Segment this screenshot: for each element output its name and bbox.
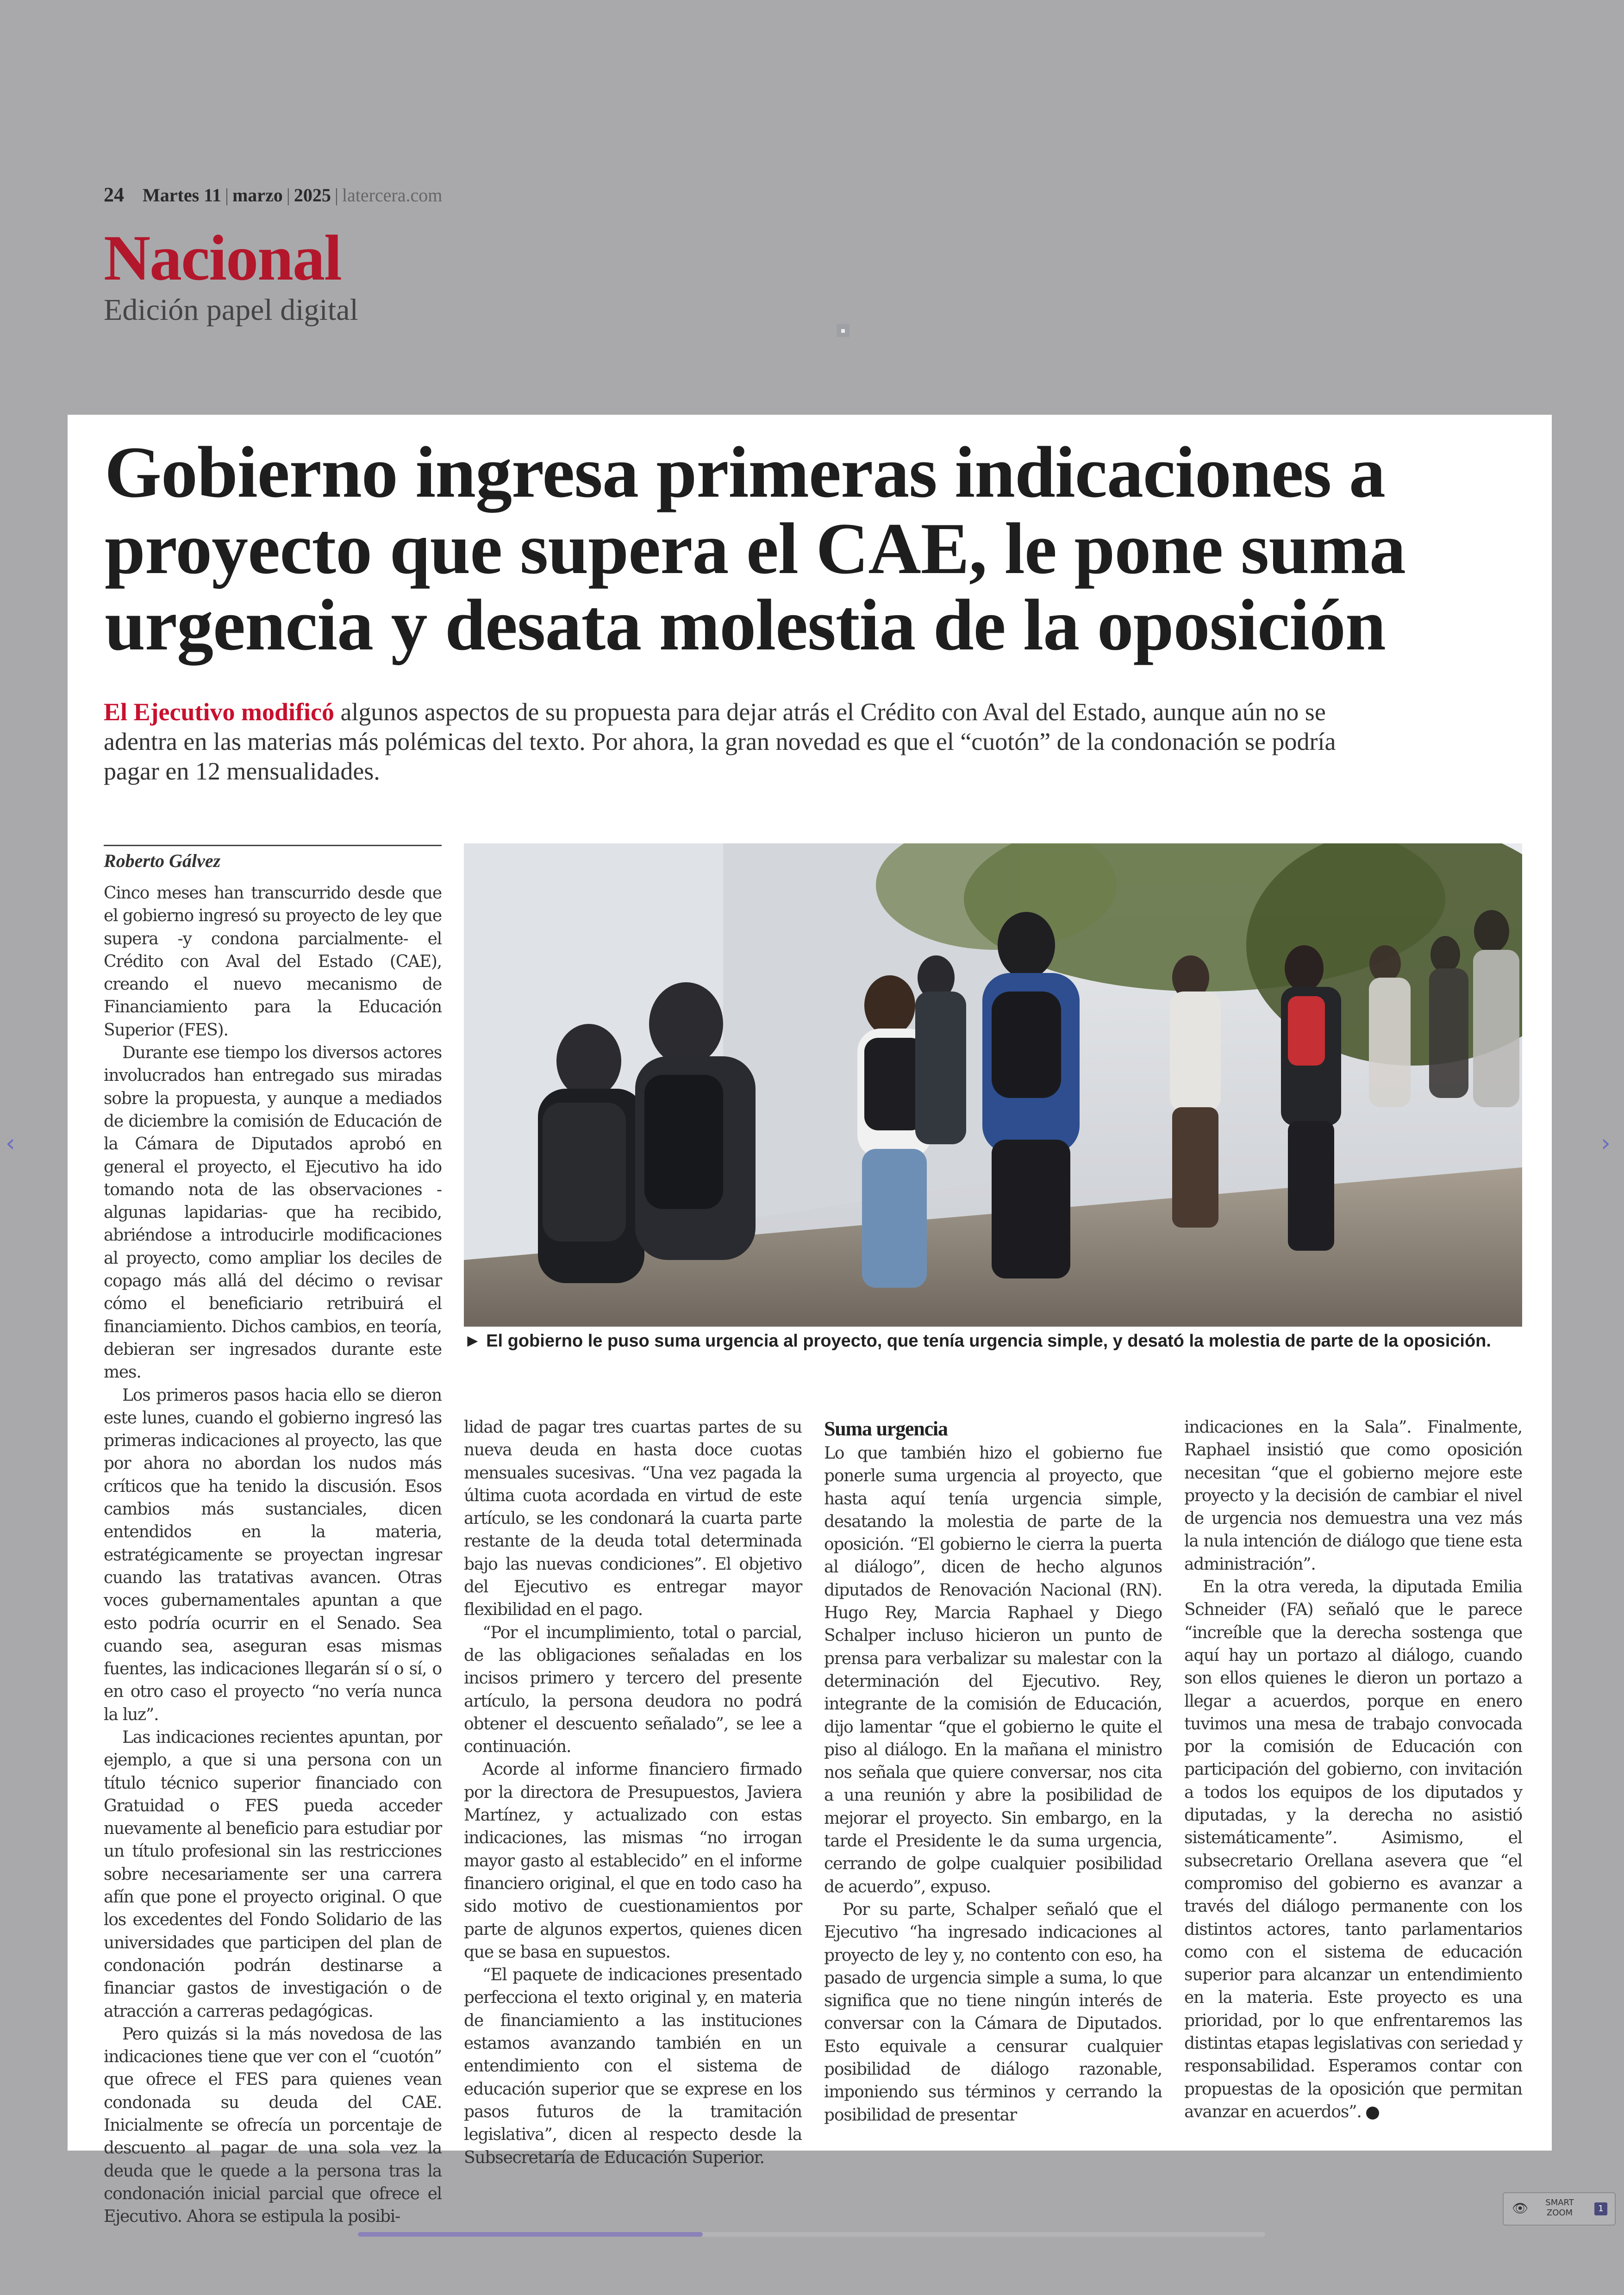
- paragraph: Pero quizás si la más novedosa de las indicaciones tiene que ver con el “cuotón” que ofrece el FES para quienes vean condonada su deuda del CAE. Inicialmente se ofrecía un porcentaje de descuento al pagar de una sola vez la deuda que le quede a la persona tras la condonación inicial parcial que ofrece el Ejecutivo. Ahora se estipula la posibi-: [104, 2024, 442, 2226]
- article-column-1: [104, 882, 442, 2228]
- paragraph: Los primeros pasos hacia ello se dieron este lunes, cuando el gobierno ingresó las primeras indicaciones al proyecto, las que por ahora no abordan los nudos más críticos que ha tenido la discusión. Esos cambios más sustanciales, dicen entendidos en la materia, estratégicamente se proyectan ingresar cuando las tratativas avancen. Otras voces gubernamentales apuntan a que esto podría ocurrir en el Senado. Sea cuando sea, aseguran esas mismas fuentes, las indicaciones llegarán sí o sí, o en otro caso el proyecto “no vería nunca la luz”.: [104, 1385, 442, 1724]
- masthead: [104, 183, 567, 328]
- photo-caption: ► El gobierno le puso suma urgencia al proyecto, que tenía urgencia simple, y desató la molestia de parte de la oposición.: [464, 1331, 1491, 1351]
- paragraph: “El paquete de indicaciones presentado perfecciona el texto original y, en materia de financiamiento a las instituciones estamos avanzando también en un entendimiento con el sistema de educación superior que se exprese en los pasos futuros de la tramitación legislativa”, dicen al respecto desde la Subsecretaría de Educación Superior.: [464, 1965, 802, 2167]
- smart-zoom-button[interactable]: [1503, 2192, 1616, 2226]
- paragraph: “Por el incumplimiento, total o parcial, de las obligaciones señaladas en los incisos primero y tercero del presente artículo, la persona deudora no podrá obtener el descuento señalado”, se lee a continuación.: [464, 1623, 802, 1757]
- date-month: marzo: [232, 185, 283, 206]
- page-scroll-thumb[interactable]: [358, 2232, 703, 2237]
- paragraph: lidad de pagar tres cuartas partes de su nueva deuda en hasta doce cuotas mensuales sucesivas. “Una vez pagada la última cuota acordada en virtud de este artículo, se les condonará la cuarta parte restante de la deuda total determinada bajo las nuevas condiciones”. El objetivo del Ejecutivo es entregar mayor flexibilidad en el pago.: [464, 1418, 802, 1620]
- page-number: 24: [104, 183, 124, 206]
- lede-text: algunos aspectos de su propuesta para dejar atrás el Crédito con Aval del Estado, aunque aún no se adentra en las materias más polémicas del texto. Por ahora, la gran novedad es que el “cuotón” de la condonación se podría pagar en 12 mensualidades.: [104, 698, 1336, 785]
- paragraph: Cinco meses han transcurrido desde que el gobierno ingresó su proyecto de ley que supera -y condona parcialmente- el Crédito con Aval del Estado (CAE), creando el nuevo mecanismo de Financiamiento para la Educación Superior (FES).: [104, 884, 442, 1040]
- article-column-3: [824, 1416, 1162, 2127]
- date-year: 2025: [294, 185, 331, 206]
- article-column-2: [464, 1416, 802, 2169]
- date-day: Martes 11: [143, 185, 221, 206]
- paragraph: Por su parte, Schalper señaló que el Ejecutivo “ha ingresado indicaciones al proyecto de ley y, no contento con eso, ha pasado de urgencia simple a suma, lo que significa que no tiene ningún interés de conversar con la Cámara de Diputados. Esto equivale a censurar cualquier posibilidad de diálogo razonable, imponiendo sus términos y cerrando la posibilidad de presentar: [824, 1900, 1162, 2125]
- paragraph: Durante ese tiempo los diversos actores involucrados han entregado sus miradas sobre la propuesta, y aunque a mediados de diciembre la comisión de Educación de la Cámara de Diputados aprobó en general el proyecto, el Ejecutivo ha ido tomando nota de las observaciones -algunas lapidarias- que ha recibido, abriéndose a introducirle modificaciones al proyecto, como ampliar los deciles de copago más allá del décimo o revisar cómo el beneficiario retribuirá el financiamiento. Dichos cambios, en teoría, debieran ser ingresados durante este mes.: [104, 1043, 442, 1382]
- previous-page-icon[interactable]: ‹: [6, 1129, 15, 1157]
- page-scroll-bar[interactable]: [358, 2232, 1265, 2237]
- section-subhead: Suma urgencia: [824, 1417, 948, 1440]
- site-link[interactable]: latercera.com: [342, 185, 443, 206]
- smart-zoom-label: SMART ZOOM: [1545, 2198, 1574, 2218]
- lede-kicker: El Ejecutivo modificó: [104, 698, 334, 726]
- article-headline: Gobierno ingresa primeras indicaciones a proyecto que supera el CAE, le pone suma urgencia y desata molestia de la oposición: [105, 432, 1405, 666]
- article-column-4: [1184, 1416, 1522, 2123]
- dateline: 24 Martes 11 | marzo | 2025 | latercera.com: [104, 183, 443, 206]
- page-marker-icon: ▪: [837, 324, 849, 337]
- paragraph-text: En la otra vereda, la diputada Emilia Schneider (FA) señaló que le parece “increíble que la derecha sostenga que aquí hay un portazo al diálogo, cuando son ellos quienes le dieron un portazo a llegar a acuerdos, porque en enero tuvimos una mesa de trabajo convocada por la comisión de Educación con participación del gobierno, con invitación a todos los equipos de los diputados y diputadas, y la derecha no asistió sistemáticamente”. Asimismo, el subsecretario Orellana asevera que “el compromiso del gobierno es avanzar a través del diálogo permanente con los distintos actores, tanto parlamentarios como con el sistema de educación superior para alcanzar un entendimiento en la materia. Este proyecto es una prioridad, por lo que enfrentaremos las distintas etapas legislativas con seriedad y responsabilidad. Esperamos contar con propuestas de la oposición que permitan avanzar en acuerdos”.: [1184, 1578, 1522, 2121]
- article-photo: [464, 843, 1522, 1327]
- next-page-icon[interactable]: ›: [1601, 1129, 1611, 1157]
- paragraph: Acorde al informe financiero firmado por la directora de Presupuestos, Javiera Martínez, y actualizado con estas indicaciones, las mismas “no irrogan mayor gasto al establecido” en el informe financiero original, el que en todo caso ha sido motivo de cuestionamientos por parte de algunos expertos, quienes dicen que se basa en supuestos.: [464, 1760, 802, 1962]
- article-lede: [104, 697, 1372, 786]
- newspaper-page: [68, 415, 1552, 2226]
- section-title: Nacional: [104, 222, 341, 294]
- byline-rule: [104, 845, 442, 846]
- end-of-article-icon: [1366, 2107, 1379, 2120]
- paragraph: indicaciones en la Sala”. Finalmente, Raphael insistió que como oposición necesitan “que el gobierno mejore este proyecto y la decisión de cambiar el nivel de urgencia nos demuestra una vez más la nula intención de diálogo que tiene esta administración”.: [1184, 1418, 1522, 1574]
- paragraph: Lo que también hizo el gobierno fue ponerle suma urgencia al proyecto, que hasta aquí tenía urgencia simple, desatando la molestia de parte de la oposición. “El gobierno le cierra la puerta al diálogo”, dicen de hecho algunos diputados de Renovación Nacional (RN). Hugo Rey, Marcia Raphael y Diego Schalper incluso hicieron un punto de prensa para verbalizar su malestar con la determinación del Ejecutivo. Rey, integrante de la comisión de Educación, dijo lamentar “que el gobierno le quite el piso al diálogo. En la mañana el ministro nos señala que quiere conversar, nos cita a una reunión y abre la posibilidad de mejorar el proyecto. Sin embargo, en la tarde el Presidente le da suma urgencia, cerrando de golpe cualquier posibilidad de acuerdo”, expuso.: [824, 1444, 1162, 1896]
- zoom-level-badge: 1: [1594, 2202, 1607, 2215]
- edition-subtitle: Edición papel digital: [104, 293, 358, 327]
- byline: Roberto Gálvez: [104, 850, 221, 871]
- paragraph: [1184, 1576, 1522, 2123]
- paragraph: Las indicaciones recientes apuntan, por ejemplo, a que si una persona con un título técnico superior financiado con Gratuidad o FES pueda acceder nuevamente al beneficio para estudiar por un título profesional sin las restricciones sobre necesariamente ser una carrera afín que pone el proyecto original. O que los excedentes del Fondo Solidario de las universidades que participen del plan de condonación podrán destinarse a financiar gastos de investigación o de atracción a carreras pedagógicas.: [104, 1727, 442, 2021]
- eye-icon: 👁: [1512, 2201, 1529, 2216]
